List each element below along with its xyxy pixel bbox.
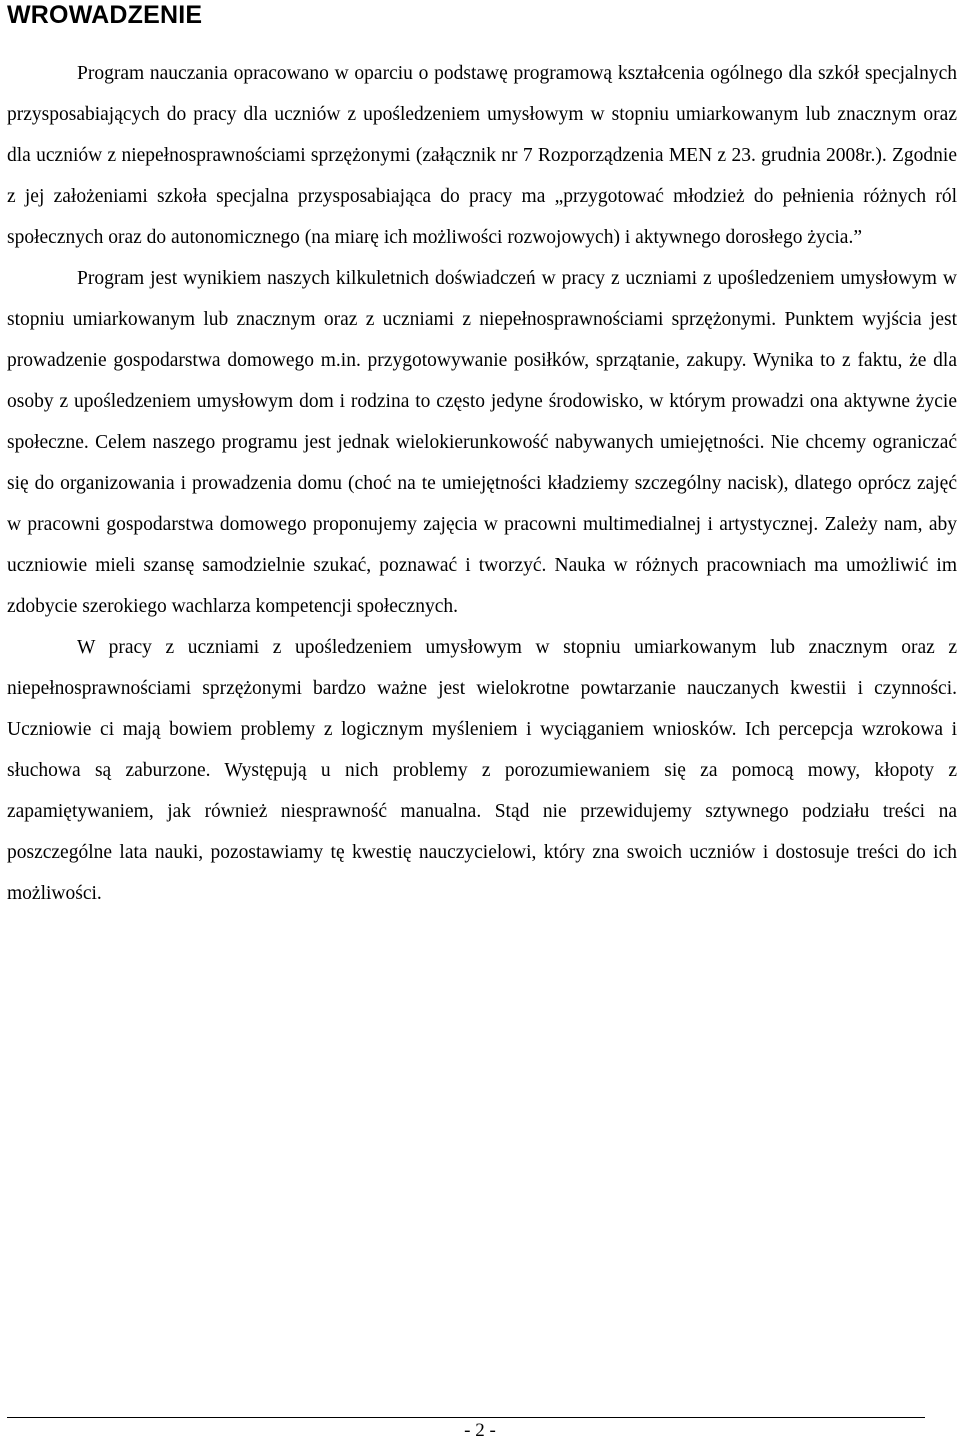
paragraph-program: Program jest wynikiem naszych kilkuletnich doświadczeń w pracy z uczniami z upośledzeniem umysłowym w stopniu umiarkowanym lub znacznym oraz z uczniami z niepełnosprawnościami sprzężonymi. Punktem wyjścia jest prowadzenie gospodarstwa domowego m.in. przygotowywanie posiłków, sprzątanie, zakupy. Wynika to z faktu, że dla osoby z upośledzeniem umysłowym dom i rodzina to często jedyne środowisko, w którym prowadzi ona aktywne życie społeczne. Celem naszego programu jest jednak wielokierunkowość nabywanych umiejętności. Nie chcemy ograniczać się do organizowania i prowadzenia domu (choć na te umiejętności kładziemy szczególny nacisk), dlatego oprócz zajęć w pracowni gospodarstwa domowego proponujemy zajęcia w pracowni multimedialnej i artystycznej. Zależy nam, aby uczniowie mieli szansę samodzielnie szukać, poznawać i tworzyć. Nauka w różnych pracowniach ma umożliwić im zdobycie szerokiego wachlarza kompetencji społecznych. bbox=[7, 268, 957, 617]
document-page bbox=[7, 0, 957, 914]
footer-divider bbox=[7, 1417, 925, 1418]
page-number: - 2 - bbox=[464, 1420, 496, 1441]
document-heading: WROWADZENIE bbox=[7, 1, 203, 29]
paragraph-intro: Program nauczania opracowano w oparciu o podstawę programową kształcenia ogólnego dla szkół specjalnych przysposabiających do pracy dla uczniów z upośledzeniem umysłowym w stopniu umiarkowanym lub znacznym oraz dla uczniów z niepełnosprawnościami sprzężonymi (załącznik nr 7 Rozporządzenia MEN z 23. grudnia 2008r.). Zgodnie z jej założeniami szkoła specjalna przysposabiająca do pracy ma „przygotować młodzież do pełnienia różnych ról społecznych oraz do autonomicznego (na miarę ich możliwości rozwojowych) i aktywnego dorosłego życia.” bbox=[7, 63, 957, 248]
paragraph-methods: W pracy z uczniami z upośledzeniem umysłowym w stopniu umiarkowanym lub znacznym oraz z niepełnosprawnościami sprzężonymi bardzo ważne jest wielokrotne powtarzanie nauczanych kwestii i czynności. Uczniowie ci mają bowiem problemy z logicznym myśleniem i wyciąganiem wniosków. Ich percepcja wzrokowa i słuchowa są zaburzone. Występują u nich problemy z porozumiewaniem się za pomocą mowy, kłopoty z zapamiętywaniem, jak również niesprawność manualna. Stąd nie przewidujemy sztywnego podziału treści na poszczególne lata nauki, pozostawiamy tę kwestię nauczycielowi, który zna swoich uczniów i dostosuje treści do ich możliwości. bbox=[7, 637, 957, 904]
document-body bbox=[7, 53, 957, 914]
